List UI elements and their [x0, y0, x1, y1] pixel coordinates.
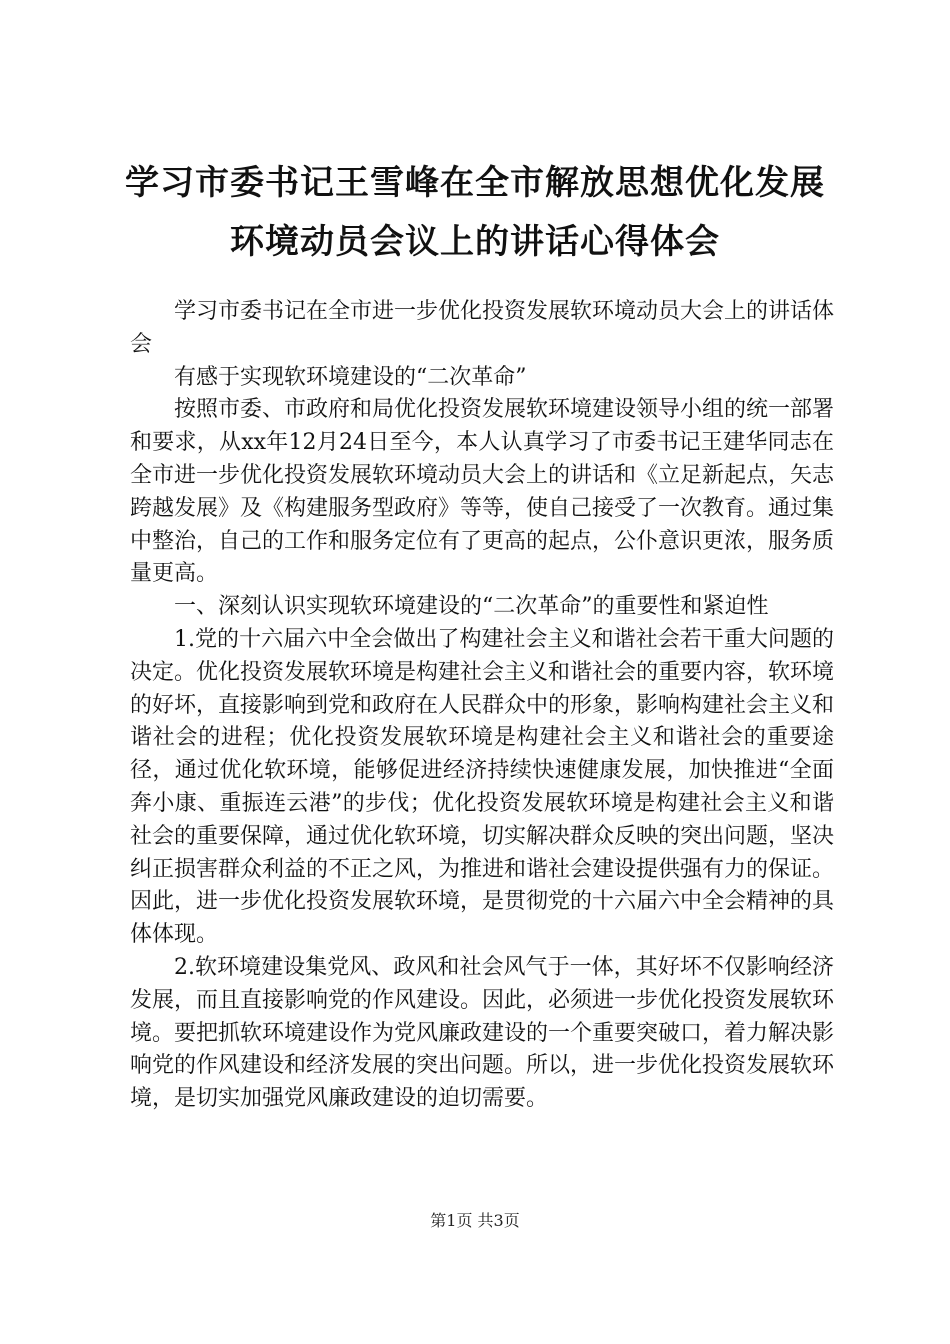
document-title-line-2: 环境动员会议上的讲话心得体会 [230, 222, 720, 262]
page-footer: 第1页 共3页 [430, 1211, 520, 1230]
section-heading-1: 一、深刻认识实现软环境建设的“二次革命”的重要性和紧迫性 [174, 594, 769, 620]
document-body [130, 296, 834, 1116]
paragraph-point-2: 2.软环境建设集党风、政风和社会风气于一体，其好坏不仅影响经济发展，而且直接影响党的作风建设。因此，必须进一步优化投资发展软环境。要把抓软环境建设作为党风廉政建设的一个重要突破口，着力解决影响党的作风建设和经济发展的突出问题。所以，进一步优化投资发展软环境，是切实加强党风廉政建设的迫切需要。 [130, 954, 835, 1112]
paragraph-background: 按照市委、市政府和局优化投资发展软环境建设领导小组的统一部署和要求，从xx年12月24日至今，本人认真学习了市委书记王建华同志在全市进一步优化投资发展软环境动员大会上的讲话和《立足新起点，矢志跨越发展》及《构建服务型政府》等等，使自己接受了一次教育。通过集中整治，自己的工作和服务定位有了更高的起点，公仆意识更浓，服务质量更高。 [130, 397, 835, 587]
document-title-line-1: 学习市委书记王雪峰在全市解放思想优化发展 [125, 163, 825, 203]
paragraph-subtitle: 有感于实现软环境建设的“二次革命” [174, 364, 527, 390]
paragraph-point-1: 1.党的十六届六中全会做出了构建社会主义和谐社会若干重大问题的决定。优化投资发展软环境是构建社会主义和谐社会的重要内容，软环境的好坏，直接影响到党和政府在人民群众中的形象，影响构建社会主义和谐社会的进程；优化投资发展软环境是构建社会主义和谐社会的重要途径，通过优化软环境，能够促进经济持续快速健康发展，加快推进“全面奔小康、重振连云港”的步伐；优化投资发展软环境是构建社会主义和谐社会的重要保障，通过优化软环境，切实解决群众反映的突出问题，坚决纠正损害群众利益的不正之风，为推进和谐社会建设提供强有力的保证。因此，进一步优化投资发展软环境，是贯彻党的十六届六中全会精神的具体体现。 [130, 626, 835, 948]
paragraph-intro: 学习市委书记在全市进一步优化投资发展软环境动员大会上的讲话体会 [130, 299, 835, 357]
